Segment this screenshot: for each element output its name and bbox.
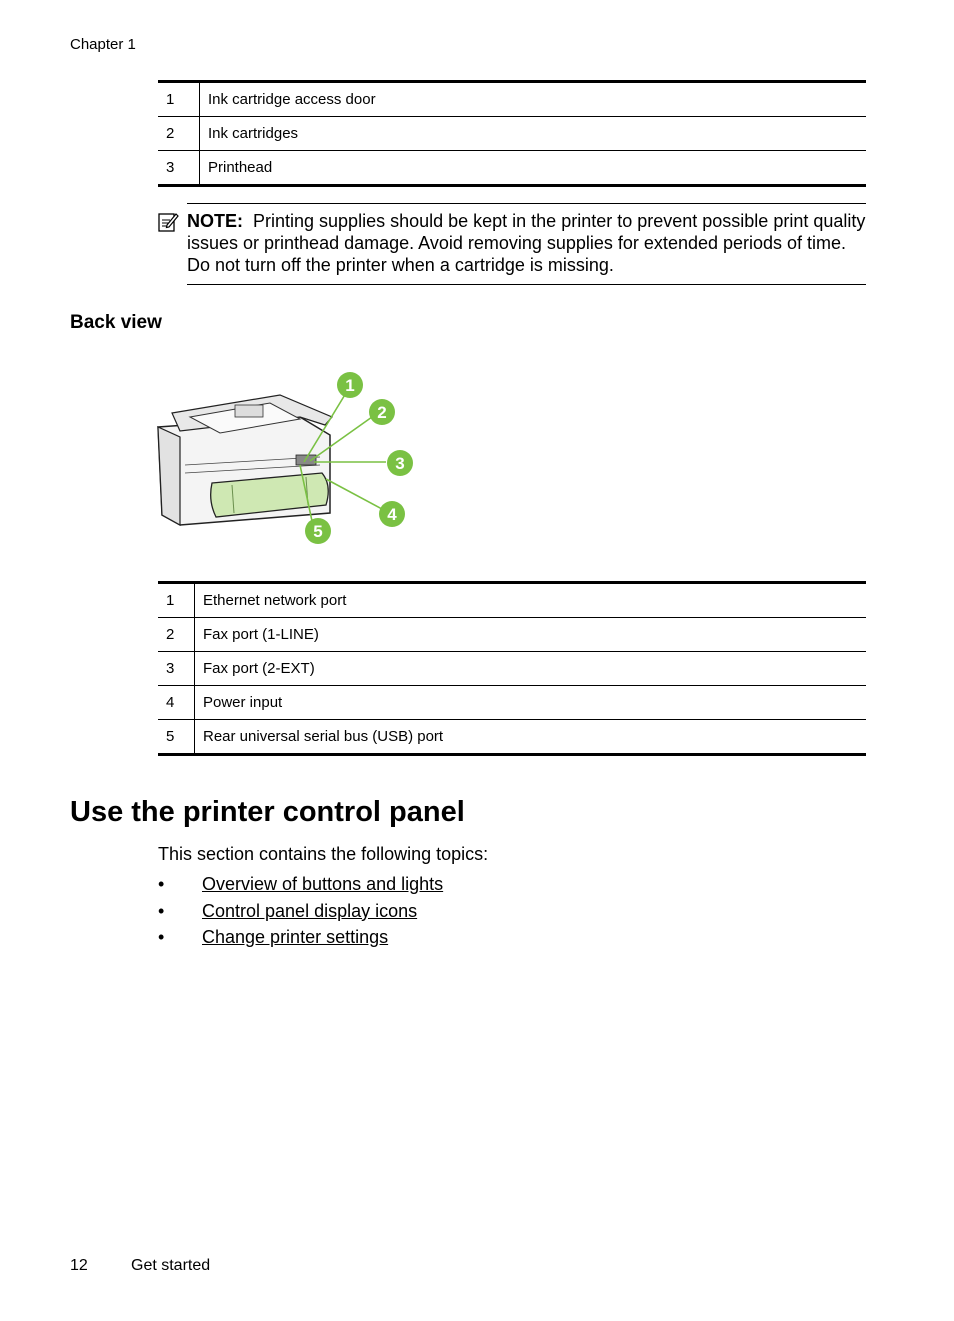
svg-text:2: 2	[377, 403, 387, 422]
part-label: Ethernet network port	[195, 583, 867, 618]
page-number: 12	[70, 1257, 88, 1274]
table-row	[158, 652, 866, 686]
topic-link-printer-settings[interactable]: Change printer settings	[202, 927, 389, 947]
callout-3	[387, 450, 413, 476]
part-number: 4	[158, 686, 195, 720]
part-label: Ink cartridge access door	[200, 82, 867, 117]
callout-2	[369, 399, 395, 425]
table-row	[158, 151, 866, 186]
note-label: NOTE:	[187, 211, 243, 231]
note-box	[187, 203, 866, 285]
section-title: Use the printer control panel	[70, 796, 465, 828]
list-item	[158, 901, 443, 928]
svg-text:3: 3	[395, 454, 405, 473]
bullet: •	[158, 874, 165, 894]
list-item	[158, 874, 443, 901]
table-row	[158, 117, 866, 151]
topic-link-buttons-lights[interactable]: Overview of buttons and lights	[202, 874, 444, 894]
front-parts-table	[158, 80, 866, 187]
footer-title: Get started	[131, 1257, 211, 1274]
table-row	[158, 583, 866, 618]
svg-text:1: 1	[345, 376, 355, 395]
callout-1	[337, 372, 363, 398]
part-number: 5	[158, 720, 195, 755]
table-row	[158, 618, 866, 652]
topics-list	[158, 874, 443, 954]
callout-5	[305, 518, 331, 544]
part-number: 2	[158, 618, 195, 652]
part-number: 2	[158, 117, 200, 151]
note-icon	[157, 211, 179, 233]
table-row	[158, 82, 866, 117]
part-number: 3	[158, 151, 200, 186]
part-label: Power input	[195, 686, 867, 720]
part-label: Ink cartridges	[200, 117, 867, 151]
svg-text:5: 5	[313, 522, 323, 541]
back-view-heading: Back view	[70, 312, 162, 333]
part-label: Printhead	[200, 151, 867, 186]
part-number: 1	[158, 583, 195, 618]
chapter-header: Chapter 1	[70, 36, 136, 53]
callout-4	[379, 501, 405, 527]
part-number: 3	[158, 652, 195, 686]
part-label: Rear universal serial bus (USB) port	[195, 720, 867, 755]
part-number: 1	[158, 82, 200, 117]
note-text: Printing supplies should be kept in the printer to prevent possible print quality issues or printhead damage. Avoid removing supplies for extended periods of time. Do not turn off the printer when a cartridge is missing.	[187, 211, 866, 275]
section-intro: This section contains the following topics:	[158, 844, 489, 864]
table-row	[158, 686, 866, 720]
svg-text:4: 4	[387, 505, 397, 524]
topic-link-display-icons[interactable]: Control panel display icons	[202, 900, 418, 921]
part-label: Fax port (2-EXT)	[195, 652, 867, 686]
bullet: •	[158, 927, 165, 947]
table-row	[158, 720, 866, 755]
list-item	[158, 927, 443, 954]
printer-back-view-figure	[150, 365, 430, 550]
part-label: Fax port (1-LINE)	[195, 618, 867, 652]
bullet: •	[158, 900, 165, 921]
back-parts-table	[158, 581, 866, 756]
